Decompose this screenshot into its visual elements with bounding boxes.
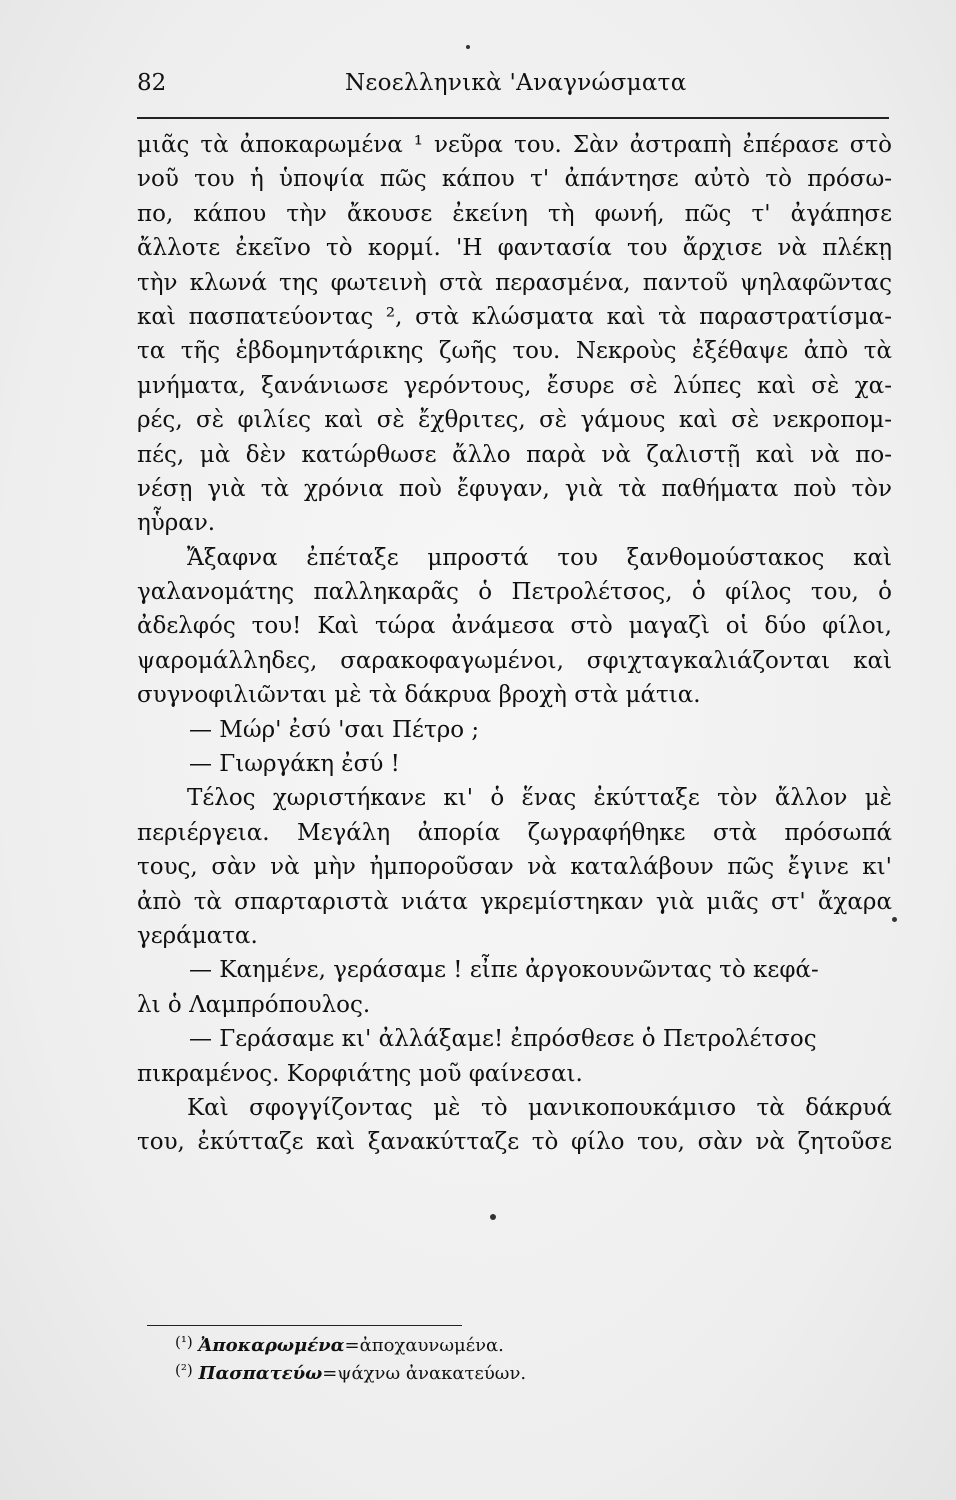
- text-line: — Γεράσαμε κι' ἀλλάξαμε! ἐπρόσθεσε ὁ Πετρολέτσος: [189, 1026, 817, 1053]
- print-speck: [490, 1214, 496, 1220]
- text-line: — Μώρ' ἐσύ 'σαι Πέτρο ;: [189, 716, 480, 743]
- text-line: νοῦ του ἡ ὑποψία πῶς κάπου τ' ἀπάντησε αὐτὸ τὸ πρόσω-: [137, 166, 892, 193]
- body-text: [137, 128, 892, 1160]
- text-line: πικραμένος. Κορφιάτης μοῦ φαίνεσαι.: [137, 1060, 583, 1087]
- text-line: τους, σὰν νὰ μὴν ἠμποροῦσαν νὰ καταλάβουν πῶς ἔγινε κι': [137, 854, 892, 881]
- page-number: 82: [137, 70, 167, 96]
- text-line: μιᾶς τὰ ἀποκαρωμένα ¹ νεῦρα του. Σὰν ἀστραπὴ ἐπέρασε στὸ: [137, 132, 892, 158]
- footnote-mark: (²): [175, 1361, 193, 1379]
- print-speck: [892, 917, 897, 922]
- text-line: τὴν κλωνά της φωτεινὴ στὰ περασμένα, παντοῦ ψηλαφῶντας: [137, 269, 892, 296]
- text-line: ηὗραν.: [137, 510, 216, 537]
- text-line: γαλανομάτης παλληκαρᾶς ὁ Πετρολέτσος, ὁ φίλος του, ὁ: [137, 579, 892, 606]
- page-header: [137, 68, 889, 102]
- footnote-rule: [147, 1325, 462, 1326]
- footnote-definition: =ἀποχαυνωμένα.: [344, 1335, 504, 1356]
- text-line: νέσῃ γιὰ τὰ χρόνια ποὺ ἔφυγαν, γιὰ τὰ παθήματα ποὺ τὸν: [137, 475, 892, 502]
- text-line: πές, μὰ δὲν κατώρθωσε ἄλλο παρὰ νὰ ζαλιστῇ καὶ νὰ πο-: [137, 441, 892, 468]
- text-line: Τέλος χωριστήκανε κι' ὁ ἕνας ἐκύτταξε τὸν ἄλλον μὲ: [187, 785, 892, 812]
- text-line: — Καημένε, γεράσαμε ! εἶπε ἀργοκουνῶντας τὸ κεφά-: [189, 957, 819, 984]
- footnote-term: Πασπατεύω: [198, 1363, 323, 1384]
- text-line: ἀπὸ τὰ σπαρταριστὰ νιάτα γκρεμίστηκαν γιὰ μιᾶς στ' ἄχαρα: [137, 888, 892, 915]
- footnote-definition: =ψάχνω ἀνακατεύων.: [322, 1363, 527, 1384]
- header-rule: [137, 117, 889, 119]
- text-line: λι ὁ Λαμπρόπουλος.: [137, 991, 371, 1018]
- text-line: περιέργεια. Μεγάλη ἀπορία ζωγραφήθηκε στὰ πρόσωπά: [137, 819, 892, 846]
- footnote-term: Ἀποκαρωμένα: [198, 1335, 345, 1356]
- text-line: — Γιωργάκη ἐσύ !: [189, 751, 400, 778]
- footnote-mark: (¹): [175, 1333, 193, 1351]
- text-line: Ἄξαφνα ἐπέταξε μπροστά του ξανθομούστακος καὶ: [187, 544, 892, 571]
- text-line: ἄλλοτε ἐκεῖνο τὸ κορμί. 'Η φαντασία του ἄρχισε νὰ πλέκῃ: [137, 235, 892, 262]
- text-line: συγνοφιλιῶνται μὲ τὰ δάκρυα βροχὴ στὰ μάτια.: [137, 682, 701, 709]
- text-line: γεράματα.: [137, 922, 258, 949]
- text-line: του, ἐκύτταζε καὶ ξανακύτταζε τὸ φίλο του, σὰν νὰ ζητοῦσε: [137, 1129, 892, 1156]
- text-line: καὶ πασπατεύοντας ², στὰ κλώσματα καὶ τὰ παραστρατίσμα-: [137, 303, 892, 330]
- text-line: τα τῆς ἑβδομηντάρικης ζωῆς του. Νεκροὺς ἐξέθαψε ἀπὸ τὰ: [137, 338, 892, 365]
- text-line: μνήματα, ξανάνιωσε γερόντους, ἔσυρε σὲ λύπες καὶ σὲ χα-: [137, 372, 892, 399]
- text-line: Καὶ σφογγίζοντας μὲ τὸ μανικοπουκάμισο τὰ δάκρυά: [187, 1094, 892, 1121]
- running-title: Νεοελληνικὰ 'Αναγνώσματα: [345, 70, 687, 96]
- print-speck: [466, 45, 470, 49]
- footnote-2: [175, 1360, 825, 1388]
- text-line: ψαρομάλληδες, σαρακοφαγωμένοι, σφιχταγκαλιάζονται καὶ: [137, 647, 892, 674]
- text-line: ρές, σὲ φιλίες καὶ σὲ ἔχθριτες, σὲ γάμους καὶ σὲ νεκροπομ-: [137, 407, 892, 434]
- footnotes: [175, 1332, 825, 1388]
- text-line: ἀδελφός του! Καὶ τώρα ἀνάμεσα στὸ μαγαζὶ οἱ δύο φίλοι,: [137, 613, 892, 640]
- footnote-1: [175, 1332, 825, 1360]
- text-line: πο, κάπου τὴν ἄκουσε ἐκείνη τὴ φωνή, πῶς τ' ἀγάπησε: [137, 200, 892, 227]
